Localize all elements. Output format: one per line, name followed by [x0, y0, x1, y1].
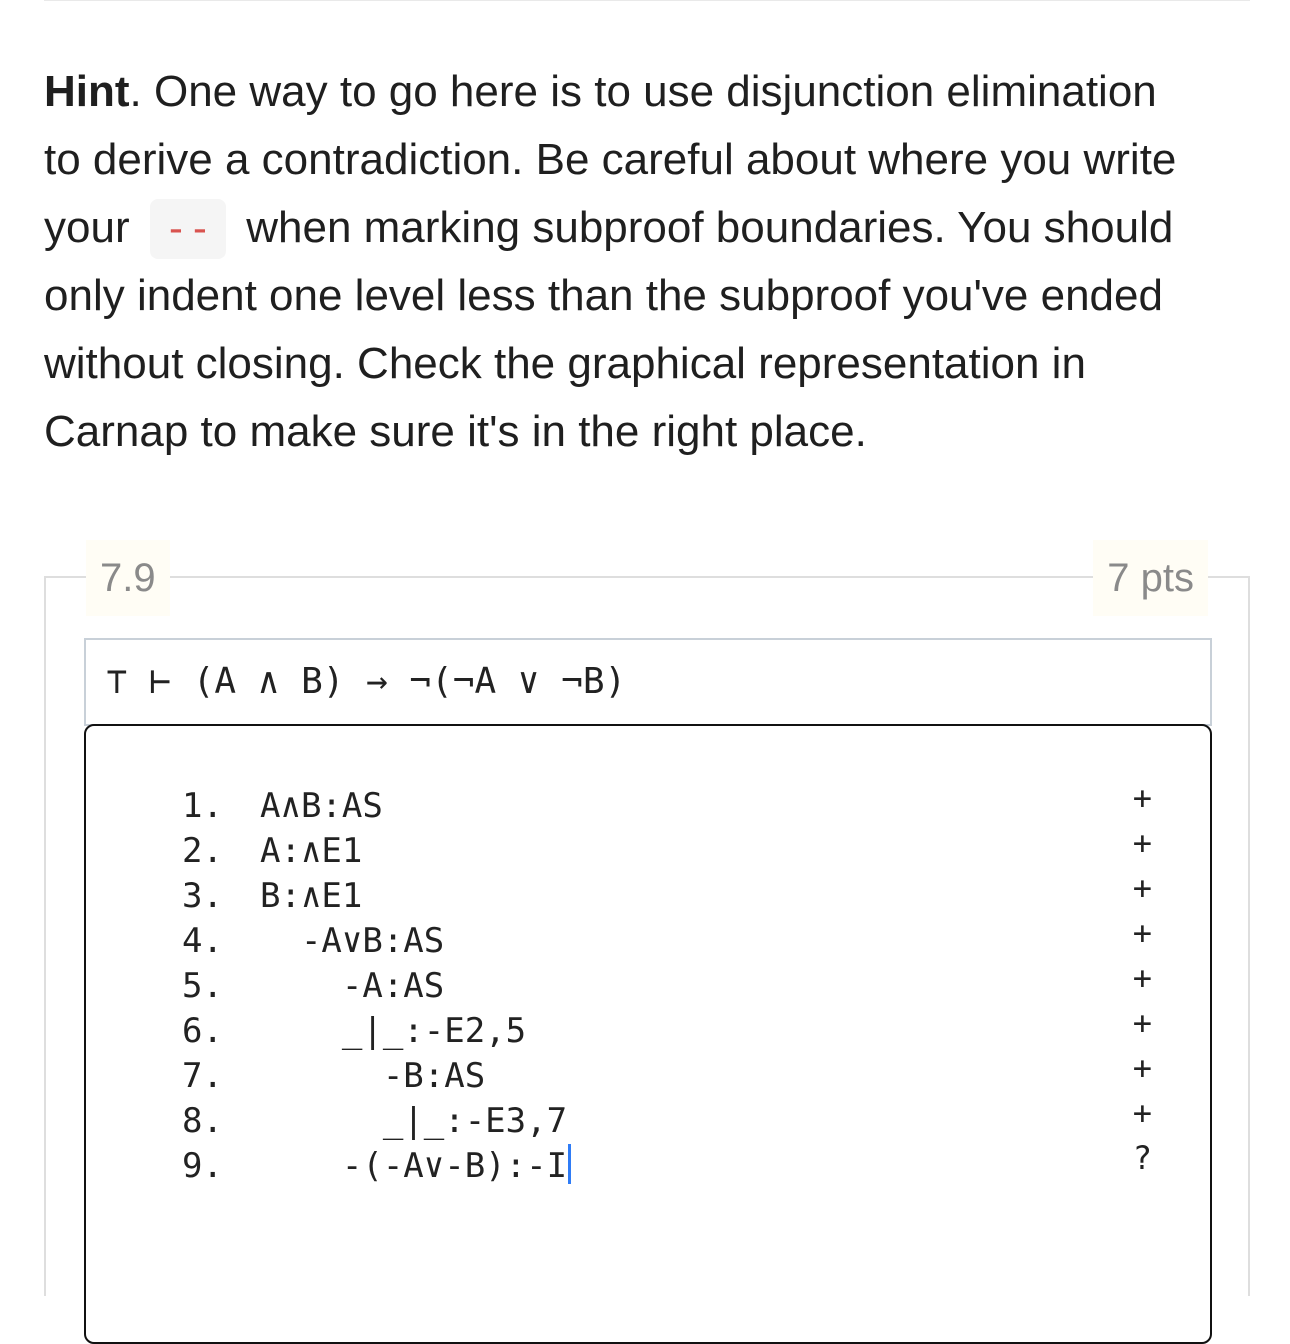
top-divider: [44, 0, 1250, 1]
line-number: 4.: [182, 921, 223, 961]
exercise-box: [44, 556, 1250, 1296]
line-status-mark[interactable]: +: [1132, 959, 1152, 997]
line-status-mark[interactable]: +: [1132, 1094, 1152, 1132]
proof-line[interactable]: [182, 1099, 571, 1144]
line-status-mark[interactable]: +: [1132, 1004, 1152, 1042]
exercise-number: 7.9: [86, 540, 170, 616]
line-number: 1.: [182, 786, 223, 826]
proof-line[interactable]: [182, 1144, 571, 1189]
proof-goal: ⊤ ⊢ (A ∧ B) → ¬(¬A ∨ ¬B): [84, 638, 1212, 726]
line-status-mark[interactable]: +: [1132, 869, 1152, 907]
proof-line[interactable]: [182, 1054, 571, 1099]
line-status-mark[interactable]: +: [1132, 779, 1152, 817]
proof-line[interactable]: [182, 874, 571, 919]
text-cursor: [568, 1144, 571, 1184]
proof-line[interactable]: [182, 919, 571, 964]
proof-lines: [182, 784, 571, 1189]
proof-editor[interactable]: [84, 724, 1212, 1344]
line-number: 2.: [182, 831, 223, 871]
line-text[interactable]: -A∨B:AS: [260, 921, 445, 961]
proof-line[interactable]: [182, 964, 571, 1009]
line-text[interactable]: -A:AS: [260, 966, 445, 1006]
line-text[interactable]: A∧B:AS: [260, 786, 383, 826]
line-text[interactable]: B:∧E1: [260, 876, 363, 916]
proof-line[interactable]: [182, 784, 571, 829]
line-number: 6.: [182, 1011, 223, 1051]
exercise-points: 7 pts: [1093, 540, 1208, 616]
line-number: 9.: [182, 1146, 223, 1186]
subproof-marker-code: --: [150, 199, 226, 259]
line-number: 3.: [182, 876, 223, 916]
hint-label: Hint: [44, 67, 130, 116]
line-status-mark[interactable]: +: [1132, 1049, 1152, 1087]
line-text[interactable]: _|_:-E3,7: [260, 1101, 568, 1141]
line-text[interactable]: -(-A∨-B):-I: [260, 1146, 568, 1186]
line-text[interactable]: A:∧E1: [260, 831, 363, 871]
line-status-mark[interactable]: +: [1132, 824, 1152, 862]
hint-paragraph: [44, 58, 1184, 466]
proof-line[interactable]: [182, 829, 571, 874]
line-text[interactable]: -B:AS: [260, 1056, 486, 1096]
line-number: 8.: [182, 1101, 223, 1141]
hint-text-2: when marking subproof boundaries. You should only indent one level less than the subproof you've ended without closing. Check the graphical representation in Carnap to make sure it's in the right place.: [44, 203, 1174, 456]
proof-line[interactable]: [182, 1009, 571, 1054]
line-status-mark[interactable]: +: [1132, 914, 1152, 952]
line-status-column: [1133, 776, 1152, 1181]
line-number: 7.: [182, 1056, 223, 1096]
line-status-mark[interactable]: ?: [1132, 1139, 1152, 1177]
line-text[interactable]: _|_:-E2,5: [260, 1011, 527, 1051]
line-number: 5.: [182, 966, 223, 1006]
hint-text-1: . One way to go here is to use disjunction elimination to derive a contradiction. Be careful about where you write your: [44, 67, 1177, 252]
